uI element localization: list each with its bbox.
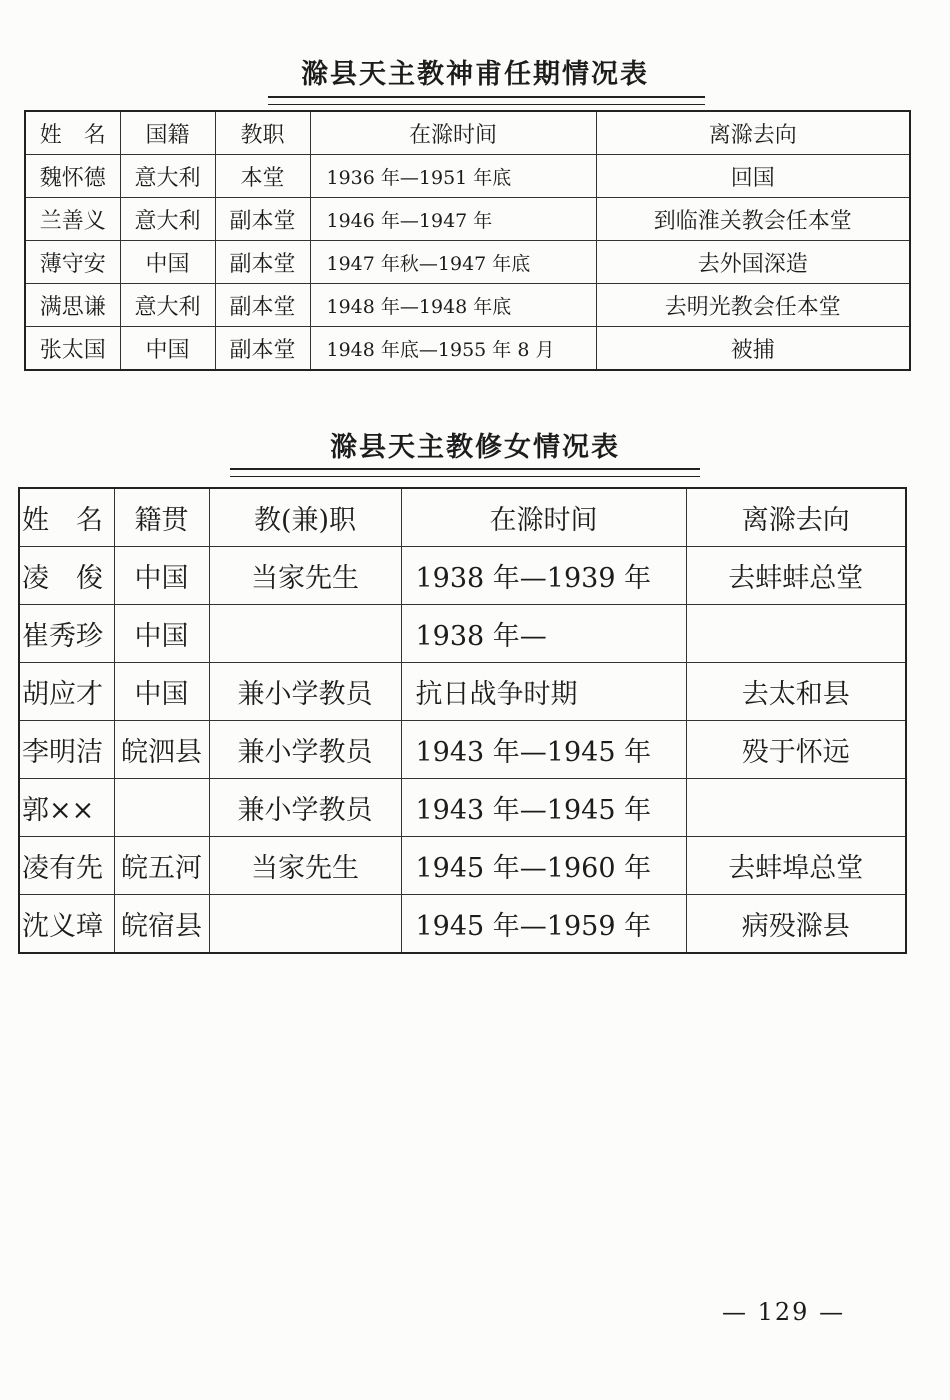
cell-name: 胡应才 [19, 663, 114, 721]
header-destination: 离滁去向 [686, 488, 906, 547]
cell-name: 满思谦 [25, 284, 120, 327]
cell-period: 1947 年秋—1947 年底 [310, 241, 596, 284]
cell-position: 当家先生 [209, 837, 401, 895]
header-name: 姓 名 [25, 111, 120, 155]
cell-nationality: 中国 [120, 241, 215, 284]
cell-nationality: 中国 [120, 327, 215, 371]
cell-destination: 殁于怀远 [686, 721, 906, 779]
cell-nationality: 意大利 [120, 284, 215, 327]
cell-period: 1945 年—1960 年 [401, 837, 686, 895]
page-number: — 129 — [722, 1298, 846, 1326]
cell-position: 副本堂 [215, 198, 310, 241]
cell-period: 1938 年— [401, 605, 686, 663]
cell-period: 1936 年—1951 年底 [310, 155, 596, 198]
cell-destination: 去蚌蚌总堂 [686, 547, 906, 605]
cell-name: 薄守安 [25, 241, 120, 284]
cell-position: 副本堂 [215, 241, 310, 284]
table-row [19, 605, 906, 663]
header-period: 在滁时间 [401, 488, 686, 547]
cell-destination [686, 779, 906, 837]
header-name: 姓 名 [19, 488, 114, 547]
cell-origin: 中国 [114, 605, 209, 663]
cell-origin: 中国 [114, 547, 209, 605]
cell-destination: 到临淮关教会任本堂 [596, 198, 910, 241]
table-row [19, 547, 906, 605]
cell-origin: 皖宿县 [114, 895, 209, 954]
header-destination: 离滁去向 [596, 111, 910, 155]
header-position: 教(兼)职 [209, 488, 401, 547]
cell-destination: 去外国深造 [596, 241, 910, 284]
cell-period: 1938 年—1939 年 [401, 547, 686, 605]
header-position: 教职 [215, 111, 310, 155]
cell-period: 1943 年—1945 年 [401, 779, 686, 837]
cell-period: 1945 年—1959 年 [401, 895, 686, 954]
cell-destination: 去太和县 [686, 663, 906, 721]
cell-period: 抗日战争时期 [401, 663, 686, 721]
cell-name: 沈义璋 [19, 895, 114, 954]
cell-position [209, 895, 401, 954]
table-row [19, 837, 906, 895]
cell-destination: 病殁滁县 [686, 895, 906, 954]
table-row [19, 721, 906, 779]
cell-origin: 中国 [114, 663, 209, 721]
cell-period: 1948 年底—1955 年 8 月 [310, 327, 596, 371]
cell-destination: 被捕 [596, 327, 910, 371]
cell-nationality: 意大利 [120, 155, 215, 198]
cell-name: 郭×× [19, 779, 114, 837]
table-row [25, 284, 910, 327]
cell-name: 崔秀珍 [19, 605, 114, 663]
cell-name: 李明洁 [19, 721, 114, 779]
table1-title-underline [268, 96, 705, 105]
table-row [25, 241, 910, 284]
cell-name: 张太国 [25, 327, 120, 371]
cell-position: 当家先生 [209, 547, 401, 605]
cell-name: 魏怀德 [25, 155, 120, 198]
table-row [19, 779, 906, 837]
table-header-row [25, 111, 910, 155]
cell-destination: 去明光教会任本堂 [596, 284, 910, 327]
nuns-table [18, 487, 907, 954]
table-row [25, 198, 910, 241]
table-row [19, 895, 906, 954]
table1-title: 滁县天主教神甫任期情况表 [301, 59, 649, 90]
cell-position: 兼小学教员 [209, 779, 401, 837]
cell-origin: 皖泗县 [114, 721, 209, 779]
cell-destination: 回国 [596, 155, 910, 198]
cell-origin [114, 779, 209, 837]
cell-position: 本堂 [215, 155, 310, 198]
cell-position: 副本堂 [215, 327, 310, 371]
cell-period: 1943 年—1945 年 [401, 721, 686, 779]
priests-table [24, 110, 911, 371]
table-header-row [19, 488, 906, 547]
cell-origin: 皖五河 [114, 837, 209, 895]
cell-name: 凌有先 [19, 837, 114, 895]
table2-title: 滁县天主教修女情况表 [330, 432, 620, 463]
header-period: 在滁时间 [310, 111, 596, 155]
cell-name: 凌 俊 [19, 547, 114, 605]
cell-period: 1946 年—1947 年 [310, 198, 596, 241]
cell-period: 1948 年—1948 年底 [310, 284, 596, 327]
cell-destination: 去蚌埠总堂 [686, 837, 906, 895]
cell-position: 兼小学教员 [209, 663, 401, 721]
header-origin: 籍贯 [114, 488, 209, 547]
cell-position: 副本堂 [215, 284, 310, 327]
header-nationality: 国籍 [120, 111, 215, 155]
table2-title-underline [230, 468, 700, 477]
cell-destination [686, 605, 906, 663]
table-row [19, 663, 906, 721]
cell-name: 兰善义 [25, 198, 120, 241]
table-row [25, 155, 910, 198]
cell-position: 兼小学教员 [209, 721, 401, 779]
table-row [25, 327, 910, 371]
cell-position [209, 605, 401, 663]
cell-nationality: 意大利 [120, 198, 215, 241]
